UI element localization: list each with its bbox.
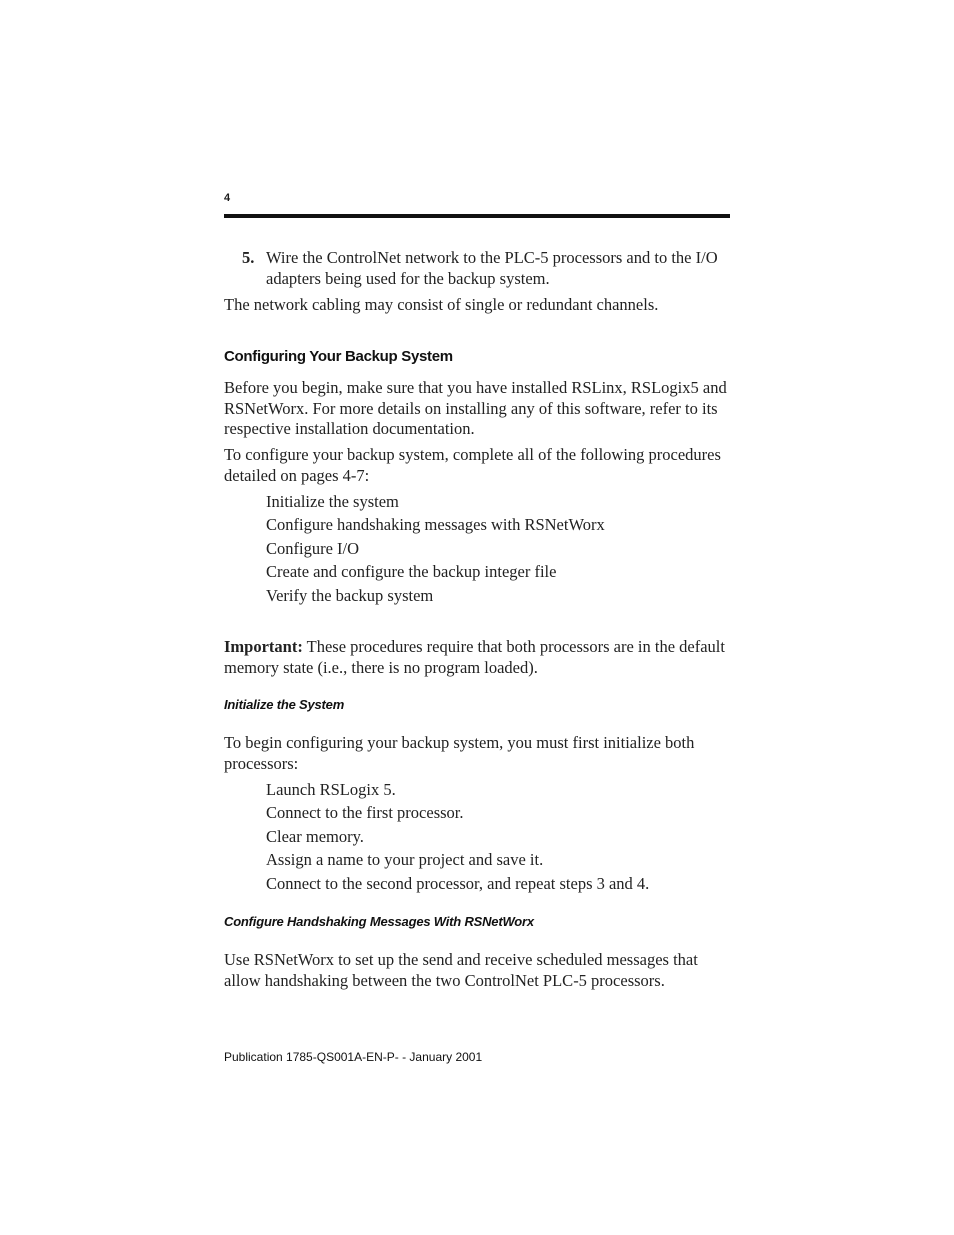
config-para-1: Before you begin, make sure that you have installed RSLinx, RSLogix5 and RSNetWorx. For more details on installing any of this software, refer to its respective installation documentation.	[224, 378, 727, 438]
list-item: Configure handshaking messages with RSNetWorx	[266, 515, 605, 535]
list-item: Configure I/O	[266, 538, 360, 558]
section-heading-configuring: Configuring Your Backup System	[224, 348, 453, 365]
important-text: These procedures require that both processors are in the default memory state (i.e., there is no program loaded).	[224, 637, 725, 677]
list-item: Assign a name to your project and save it.	[266, 850, 544, 870]
step-text: Wire the ControlNet network to the PLC-5 processors and to the I/O adapters being used for the backup system.	[266, 248, 718, 288]
page-number: 4	[224, 192, 231, 204]
network-note: The network cabling may consist of single or redundant channels.	[224, 295, 659, 314]
list-item: Launch RSLogix 5.	[266, 780, 396, 799]
list-item: Connect to the first processor.	[266, 803, 464, 823]
publication-footer: Publication 1785-QS001A-EN-P- - January 2001	[224, 1050, 483, 1064]
list-item: Clear memory.	[266, 826, 364, 846]
handshaking-para: Use RSNetWorx to set up the send and receive scheduled messages that allow handshaking between the two ControlNet PLC-5 processors.	[224, 950, 698, 990]
list-item: Verify the backup system	[266, 585, 434, 605]
step-number: 5.	[242, 248, 255, 267]
important-note	[224, 637, 730, 678]
subheading-initialize: Initialize the System	[224, 697, 345, 712]
list-item: Initialize the system	[266, 492, 399, 511]
list-item: Connect to the second processor, and repeat steps 3 and 4.	[266, 873, 650, 893]
list-item: Create and configure the backup integer file	[266, 562, 557, 582]
important-label: Important:	[224, 637, 303, 656]
initialize-intro: To begin configuring your backup system, you must first initialize both processors:	[224, 733, 695, 773]
config-para-2: To configure your backup system, complete all of the following procedures detailed on pages 4-7:	[224, 445, 721, 485]
initialize-steps-list	[266, 780, 736, 897]
step-5	[242, 248, 730, 289]
header-rule	[224, 214, 730, 218]
subheading-handshaking: Configure Handshaking Messages With RSNetWorx	[224, 914, 534, 929]
procedure-list	[266, 492, 736, 609]
